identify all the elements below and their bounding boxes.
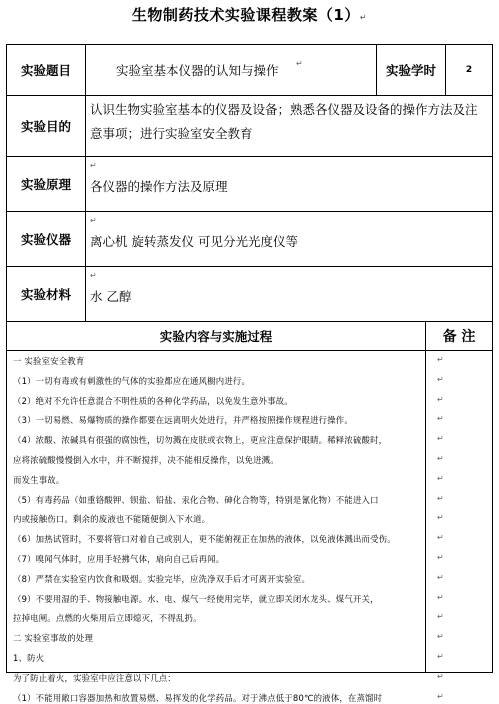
content-line: （8）严禁在实验室内饮食和吸烟。实验完毕，应洗净双手后才可离开实验室。 <box>13 573 311 584</box>
note-return-mark: ↵ <box>437 493 444 503</box>
content-line: 为了防止着火，实验室中应注意以下几点： <box>13 672 176 683</box>
note-return-mark: ↵ <box>437 434 444 444</box>
row-content-header <box>7 322 492 351</box>
value-materials-cell <box>86 267 492 321</box>
note-return-mark: ↵ <box>437 671 444 681</box>
content-line: （2）绝对不允许任意混合不明性质的各种化学药品，以免发生意外事故。 <box>13 395 293 406</box>
content-line: 应将浓硫酸慢慢倒入水中，并不断搅拌，决不能相反操作，以免迸溅。 <box>13 455 279 465</box>
value-topic: 实验室基本仪器的认知与操作 <box>116 63 279 78</box>
note-return-mark: ↵ <box>437 652 444 661</box>
note-return-mark: ↵ <box>437 473 444 483</box>
row-principle <box>7 157 492 212</box>
note-return-mark: ↵ <box>437 414 444 424</box>
value-instruments: 离心机 旋转蒸发仪 可见分光光度仪等 <box>90 234 298 249</box>
lesson-plan-table <box>6 44 493 703</box>
title-return-mark: ↵ <box>359 13 368 22</box>
purpose-line-2: 意事项；进行实验室安全教育 <box>90 126 253 141</box>
content-line: （3）一切易燃、易爆物质的操作都要在远离明火处进行，并严格按照操作规程进行操作。 <box>13 415 353 426</box>
note-return-mark: ↵ <box>437 691 444 701</box>
note-return-mark: ↵ <box>437 612 444 622</box>
content-line: （7）嗅闻气体时，应用手轻拂气体，扇向自己后再闻。 <box>13 554 225 564</box>
value-principle-cell <box>86 157 492 211</box>
note-return-mark: ↵ <box>437 374 444 384</box>
note-return-mark: ↵ <box>437 454 444 463</box>
content-line: （1）不能用敞口容器加热和放置易燃、易挥发的化学药品。对于沸点低于80℃的液体，在蒸馏时 <box>13 692 383 703</box>
principle-return-mark: ↵ <box>90 161 97 170</box>
row-instruments <box>7 212 492 267</box>
topic-return-mark: ↵ <box>296 59 303 68</box>
note-return-mark: ↵ <box>437 632 444 642</box>
value-principle: 各仪器的操作方法及原理 <box>90 179 228 194</box>
content-line: 内或接触伤口。剩余的废液也不能随便倒入下水道。 <box>13 514 211 525</box>
value-materials: 水 乙醇 <box>90 289 132 304</box>
row-purpose <box>7 96 492 157</box>
content-line: （9）不要用湿的手、物接触电源。水、电、煤气一经使用完毕，就立即关闭水龙头、煤气开关， <box>13 593 379 604</box>
label-purpose: 实验目的 <box>7 96 86 156</box>
label-materials: 实验材料 <box>7 267 86 321</box>
divider <box>425 351 426 672</box>
content-line: 1、防火 <box>13 653 45 663</box>
note-header: 备 注 <box>442 329 476 345</box>
value-instruments-cell <box>86 212 492 266</box>
content-line: （5）有毒药品（如重铬酸钾、钡盐、铅盐、汞化合物、砷化合物等，特别是氰化物）不能进入口 <box>13 494 379 505</box>
value-hours: 2 <box>465 65 473 75</box>
row-topic <box>7 45 492 96</box>
label-topic: 实验题目 <box>7 45 86 95</box>
row-materials <box>7 267 492 322</box>
instruments-return-mark: ↵ <box>90 216 97 225</box>
note-return-mark: ↵ <box>437 592 444 602</box>
note-return-mark: ↵ <box>437 572 444 582</box>
value-topic-cell <box>86 45 375 95</box>
content-line: （4）浓酸、浓碱具有很强的腐蚀性，切勿溅在皮肤或衣物上，更应注意保护眼睛。稀释浓硫酸时， <box>13 435 388 446</box>
content-line: 而发生事故。 <box>13 474 65 485</box>
materials-return-mark: ↵ <box>90 271 97 280</box>
content-body <box>7 351 492 703</box>
content-line: 拉掉电闸。点燃的火柴用后立即熄灭，不得乱扔。 <box>13 613 202 624</box>
purpose-line-1: 认识生物实验室基本的仪器及设备；熟悉各仪器及设备的操作方法及注 <box>90 102 478 117</box>
content-line: 二 实验室事故的处理 <box>13 633 94 644</box>
note-return-mark: ↵ <box>437 533 444 543</box>
label-principle: 实验原理 <box>7 157 86 211</box>
label-instruments: 实验仪器 <box>7 212 86 266</box>
title-text: 生物制药技术实验课程教案（1） <box>131 6 360 24</box>
content-line: 一 实验室安全教育 <box>13 356 85 366</box>
content-header: 实验内容与实施过程 <box>159 329 273 344</box>
content-line: （6）加热试管时，不要将管口对着自己或别人，更不能俯视正在加热的液体，以免液体溅出而受伤。 <box>13 534 396 545</box>
note-return-mark: ↵ <box>437 355 444 364</box>
label-hours: 实验学时 <box>385 63 436 78</box>
note-return-mark: ↵ <box>437 394 444 404</box>
page-title <box>0 4 499 25</box>
note-return-mark: ↵ <box>437 513 444 523</box>
value-purpose-cell <box>86 96 492 156</box>
content-line: （1）一切有毒或有刺激性的气体的实验都应在通风橱内进行。 <box>13 375 251 386</box>
note-return-mark: ↵ <box>437 553 444 562</box>
